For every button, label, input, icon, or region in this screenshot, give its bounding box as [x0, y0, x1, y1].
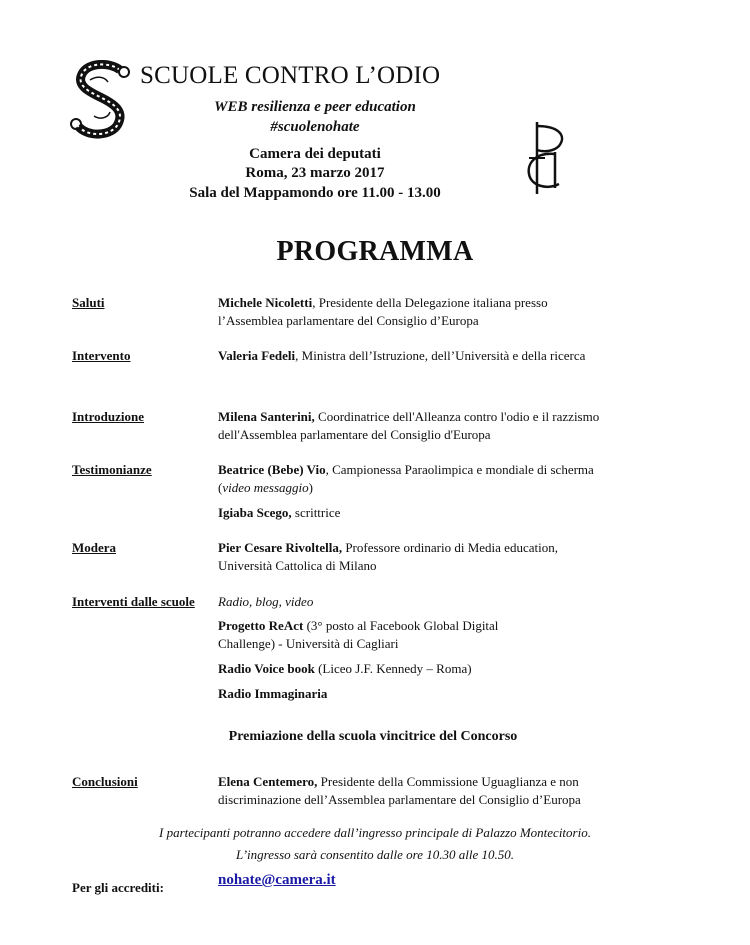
camera-deputati-logo: [515, 118, 575, 198]
detail-scuole-item-3: Radio Immaginaria: [218, 686, 328, 701]
speaker-name: Igiaba Scego,: [218, 505, 292, 520]
detail-scuole-item-1: Progetto ReAct (3° posto al Facebook Global Digital Challenge) - Università di Cagliari: [218, 618, 499, 651]
event-date: Roma, 23 marzo 2017: [245, 165, 385, 181]
label-interventi-scuole: Interventi dalle scuole: [72, 594, 195, 609]
event-room: Sala del Mappamondo ore 11.00 - 13.00: [189, 185, 441, 201]
label-modera: Modera: [72, 540, 117, 555]
detail-saluti: Michele Nicoletti, Presidente della Delegazione italiana presso l’Assemblea parlamentare del Consiglio d’Europa: [218, 295, 548, 328]
label-introduzione: Introduzione: [72, 409, 144, 424]
speaker-name: Milena Santerini,: [218, 409, 315, 424]
detail-conclusioni: Elena Centemero, Presidente della Commissione Uguaglianza e non discriminazione dell’Assemblea parlamentare del Consiglio d’Europa: [218, 774, 581, 807]
speaker-name: Beatrice (Bebe) Vio: [218, 462, 326, 477]
detail-modera: Pier Cesare Rivoltella, Professore ordinario di Media education, Università Cattolica di Milano: [218, 540, 558, 573]
award-ceremony: Premiazione della scuola vincitrice del Concorso: [228, 729, 518, 744]
page-heading: PROGRAMMA: [276, 236, 474, 267]
detail-scuole-intro: Radio, blog, video: [218, 594, 314, 609]
accreditation-email-link[interactable]: nohate@camera.it: [218, 872, 336, 888]
detail-testimonianze: Beatrice (Bebe) Vio, Campionessa Paraolimpica e mondiale di scherma (video messaggio): [218, 462, 594, 495]
event-title: SCUOLE CONTRO L’ODIO: [140, 62, 441, 89]
speaker-name: Pier Cesare Rivoltella,: [218, 540, 343, 555]
detail-introduzione: Milena Santerini, Coordinatrice dell'Alleanza contro l'odio e il razzismo dell'Assemblea parlamentare del Consiglio d'Europa: [218, 409, 600, 442]
detail-testimonianze-2: Igiaba Scego, scrittrice: [218, 505, 341, 520]
label-testimonianze: Testimonianze: [72, 462, 152, 477]
access-note: I partecipanti potranno accedere dall’ingresso principale di Palazzo Montecitorio.: [159, 825, 591, 840]
accreditation-label: Per gli accrediti:: [72, 880, 164, 895]
label-conclusioni: Conclusioni: [72, 774, 138, 789]
speaker-name: Elena Centemero,: [218, 774, 318, 789]
label-saluti: Saluti: [72, 295, 105, 310]
label-intervento: Intervento: [72, 348, 131, 363]
detail-scuole-item-2: Radio Voice book (Liceo J.F. Kennedy – Roma): [218, 661, 472, 676]
detail-intervento: Valeria Fedeli, Ministra dell’Istruzione, dell’Università e della ricerca: [218, 348, 586, 363]
speaker-name: Michele Nicoletti: [218, 295, 313, 310]
access-time-note: L’ingresso sarà consentito dalle ore 10.30 alle 10.50.: [235, 847, 515, 862]
event-hashtag: #scuolenohate: [270, 119, 360, 135]
scuole-s-logo: [70, 60, 136, 140]
event-subtitle: WEB resilienza e peer education: [214, 99, 416, 115]
speaker-name: Valeria Fedeli: [218, 348, 296, 363]
venue-name: Camera dei deputati: [249, 146, 381, 162]
